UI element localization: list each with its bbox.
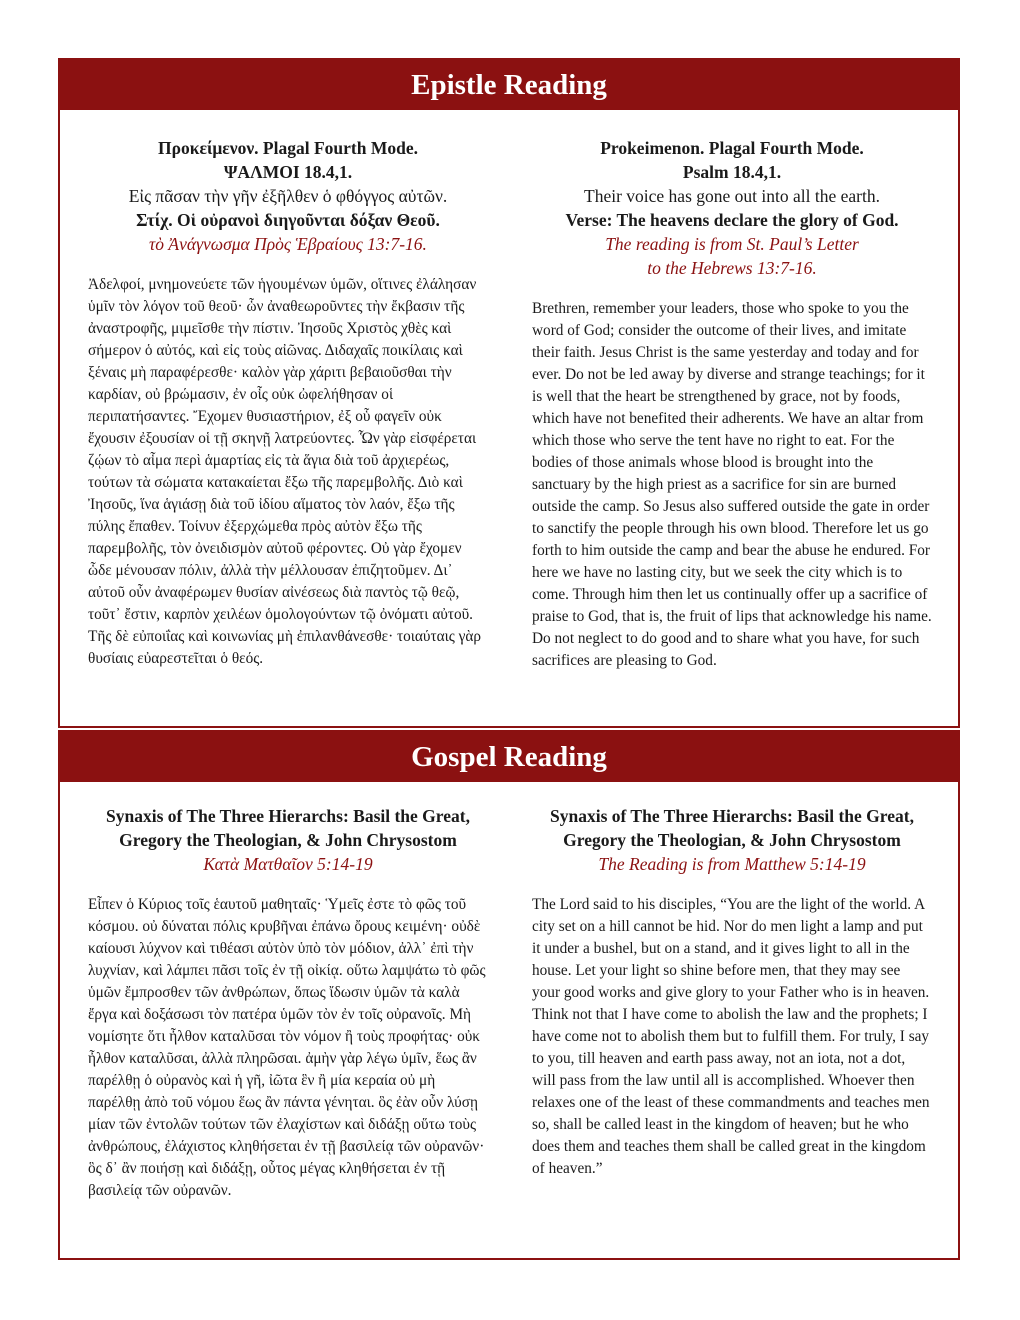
gospel-title: Gospel Reading [60, 732, 958, 782]
epistle-reference-greek: τὸ Ἀνάγνωσμα Πρὸς Ἑβραίους 13:7-16. [149, 234, 427, 254]
gospel-greek-heading [88, 804, 488, 876]
gospel-panel [58, 730, 960, 1260]
gospel-reference-greek: Κατὰ Ματθαῖον 5:14-19 [203, 854, 373, 874]
epistle-reference-english-line2: to the Hebrews 13:7-16. [647, 258, 817, 278]
epistle-english-heading [532, 136, 932, 280]
prokeimenon-greek: Προκείμενον. Plagal Fourth Mode. [158, 138, 418, 158]
gospel-english-column [532, 804, 932, 1180]
feast-title-greek-line2: Gregory the Theologian, & John Chrysostom [119, 830, 457, 850]
epistle-greek-column [88, 136, 488, 670]
gospel-english-heading [532, 804, 932, 876]
epistle-english-text: Brethren, remember your leaders, those who spoke to you the word of God; consider the outcome of their lives, and imitate their faith. Jesus Christ is the same yesterday and today and for ever. Do not be led away by diverse and strange teachings; for it is well that the heart be strengthened by grace, not by foods, which have not benefited their adherents. We have an altar from which those who serve the tent have no right to eat. For the bodies of those animals whose blood is brought into the sanctuary by the high priest as a sacrifice for sin are burned outside the camp. So Jesus also suffered outside the gate in order to sanctify the people through his own blood. Therefore let us go forth to him outside the camp and bear the abuse he endured. For here we have no lasting city, but we seek the city which is to come. Through him then let us continually offer up a sacrifice of praise to God, that is, the fruit of lips that acknowledge his name. Do not neglect to do good and to share what you have, for such sacrifices are pleasing to God. [532, 300, 932, 669]
prokeimenon-english: Prokeimenon. Plagal Fourth Mode. [600, 138, 864, 158]
epistle-panel [58, 58, 960, 728]
epistle-reference-english-line1: The reading is from St. Paul’s Letter [605, 234, 859, 254]
gospel-greek-text: Εἶπεν ὁ Κύριος τοῖς ἑαυτοῦ μαθηταῖς· Ὑμεῖς ἐστε τὸ φῶς τοῦ κόσμου. οὐ δύναται πόλις κρυβῆναι ἐπάνω ὄρους κειμένη· οὐδὲ καίουσι λύχνον καὶ τιθέασι αὐτὸν ὑπὸ τὸν μόδιον, ἀλλ᾽ ἐπὶ τὴν λυχνίαν, καὶ λάμπει πᾶσι τοῖς ἐν τῇ οἰκίᾳ. οὕτω λαμψάτω τὸ φῶς ὑμῶν ἔμπροσθεν τῶν ἀνθρώπων, ὅπως ἴδωσιν ὑμῶν τὰ καλὰ ἔργα καὶ δοξάσωσι τὸν πατέρα ὑμῶν τὸν ἐν τοῖς οὐρανοῖς. Μὴ νομίσητε ὅτι ἦλθον καταλῦσαι τὸν νόμον ἢ τοὺς προφήτας· οὐκ ἦλθον καταλῦσαι, ἀλλὰ πληρῶσαι. ἀμὴν γὰρ λέγω ὑμῖν, ἕως ἂν παρέλθῃ ὁ οὐρανὸς καὶ ἡ γῆ, ἰῶτα ἓν ἢ μία κεραία οὐ μὴ παρέλθῃ ἀπὸ τοῦ νόμου ἕως ἂν πάντα γένηται. ὃς ἐὰν οὖν λύσῃ μίαν τῶν ἐντολῶν τούτων τῶν ἐλαχίστων καὶ διδάξῃ οὕτω τοὺς ἀνθρώπους, ἐλάχιστος κληθήσεται ἐν τῇ βασιλείᾳ τῶν οὐρανῶν· ὃς δ᾽ ἂν ποιήσῃ καὶ διδάξῃ, οὗτος μέγας κληθήσεται ἐν τῇ βασιλείᾳ τῶν οὐρανῶν. [88, 896, 486, 1199]
gospel-greek-column [88, 804, 488, 1202]
verse-english: Verse: The heavens declare the glory of God. [565, 210, 899, 230]
epistle-english-column [532, 136, 932, 672]
gospel-english-text: The Lord said to his disciples, “You are the light of the world. A city set on a hill cannot be hid. Nor do men light a lamp and put it under a bushel, but on a stand, and it gives light to all in the house. Let your light so shine before men, that they may see your good works and give glory to your Father who is in heaven. Think not that I have come to abolish the law and the prophets; I have come not to abolish them but to fulfill them. For truly, I say to you, till heaven and earth pass away, not an iota, not a dot, will pass from the law until all is accomplished. Whoever then relaxes one of the least of these commandments and teaches men so, shall be called least in the kingdom of heaven; but he who does them and teaches them shall be called great in the kingdom of heaven.” [532, 896, 930, 1177]
psalm-greek: ΨΑΛΜΟΙ 18.4,1. [223, 162, 353, 182]
stich-greek: Στίχ. Οἱ οὐρανοὶ διηγοῦνται δόξαν Θεοῦ. [136, 210, 440, 230]
epistle-greek-heading [88, 136, 488, 256]
feast-title-english-line1: Synaxis of The Three Hierarchs: Basil the Great, [550, 806, 914, 826]
feast-title-greek-line1: Synaxis of The Three Hierarchs: Basil the Great, [106, 806, 470, 826]
prokeimenon-verse-english: Their voice has gone out into all the earth. [584, 186, 880, 206]
gospel-reference-english: The Reading is from Matthew 5:14-19 [598, 854, 866, 874]
epistle-title: Epistle Reading [60, 60, 958, 110]
psalm-english: Psalm 18.4,1. [682, 162, 782, 182]
prokeimenon-verse-greek: Εἰς πᾶσαν τὴν γῆν ἐξῆλθεν ὁ φθόγγος αὐτῶν. [128, 186, 448, 206]
feast-title-english-line2: Gregory the Theologian, & John Chrysostom [563, 830, 901, 850]
epistle-greek-text: Ἀδελφοί, μνημονεύετε τῶν ἡγουμένων ὑμῶν, οἵτινες ἐλάλησαν ὑμῖν τὸν λόγον τοῦ θεοῦ· ὧν ἀναθεωροῦντες τὴν ἔκβασιν τῆς ἀναστροφῆς, μιμεῖσθε τὴν πίστιν. Ἰησοῦς Χριστὸς χθὲς καὶ σήμερον ὁ αὐτός, καὶ εἰς τοὺς αἰῶνας. Διδαχαῖς ποικίλαις καὶ ξέναις μὴ παραφέρεσθε· καλὸν γὰρ χάριτι βεβαιοῦσθαι τὴν καρδίαν, οὐ βρώμασιν, ἐν οἷς οὐκ ὠφελήθησαν οἱ περιπατήσαντες. Ἔχομεν θυσιαστήριον, ἐξ οὗ φαγεῖν οὐκ ἔχουσιν ἐξουσίαν οἱ τῇ σκηνῇ λατρεύοντες. Ὧν γὰρ εἰσφέρεται ζῴων τὸ αἷμα περὶ ἁμαρτίας εἰς τὰ ἅγια διὰ τοῦ ἀρχιερέως, τούτων τὰ σώματα κατακαίεται ἔξω τῆς παρεμβολῆς. Διὸ καὶ Ἰησοῦς, ἵνα ἁγιάσῃ διὰ τοῦ ἰδίου αἵματος τὸν λαόν, ἔξω τῆς πύλης ἔπαθεν. Τοίνυν ἐξερχώμεθα πρὸς αὐτὸν ἔξω τῆς παρεμβολῆς, τὸν ὀνειδισμὸν αὐτοῦ φέροντες. Οὐ γὰρ ἔχομεν ὧδε μένουσαν πόλιν, ἀλλὰ τὴν μέλλουσαν ἐπιζητοῦμεν. Δι᾽ αὐτοῦ οὖν ἀναφέρωμεν θυσίαν αἰνέσεως διὰ παντὸς τῷ θεῷ, τοῦτ᾽ ἔστιν, καρπὸν χειλέων ὁμολογούντων τῷ ὀνόματι αὐτοῦ. Τῆς δὲ εὐποιΐας καὶ κοινωνίας μὴ ἐπιλανθάνεσθε· τοιαύταις γὰρ θυσίαις εὐαρεστεῖται ὁ θεός. [88, 276, 482, 667]
